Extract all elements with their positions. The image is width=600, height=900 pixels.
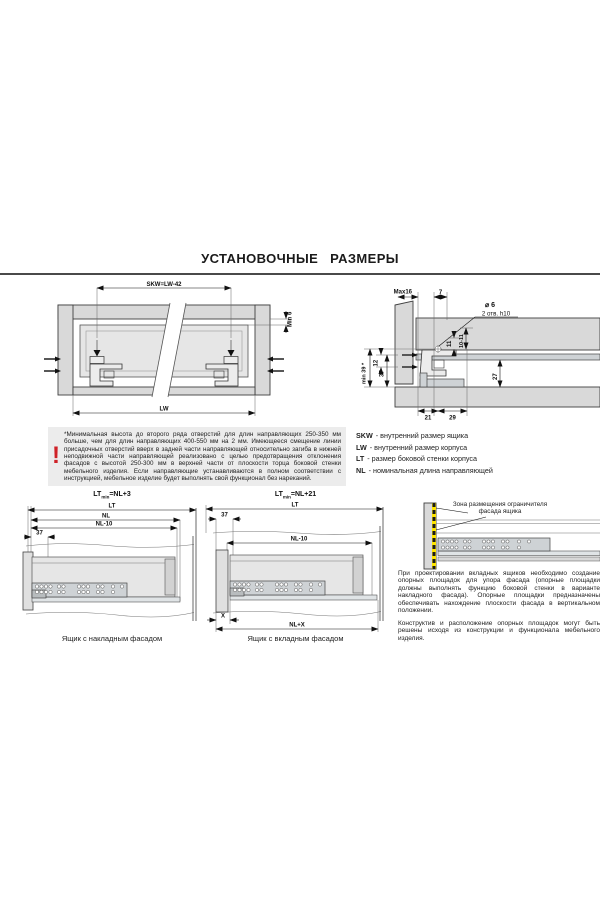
svg-text:NL+X: NL+X <box>289 622 305 629</box>
svg-text:37: 37 <box>379 370 386 377</box>
drawer-and-slide <box>216 550 377 612</box>
svg-text:X: X <box>220 613 226 620</box>
drawer-side-lines <box>436 520 600 533</box>
inset-caption: Ящик с вкладным фасадом <box>247 634 344 643</box>
inset-drawer-diagram <box>203 500 388 638</box>
svg-text:12: 12 <box>373 359 380 367</box>
svg-text:LT: LT <box>108 503 116 510</box>
dim-27 <box>490 360 506 387</box>
svg-text:37: 37 <box>36 530 43 537</box>
overlay-drawer-diagram <box>22 500 202 638</box>
page-title: УСТАНОВОЧНЫЕ РАЗМЕРЫ <box>201 251 399 266</box>
legend-item-skw: SKW - внутренний размер ящика <box>356 431 469 440</box>
limiter-paragraph-2: Конструктив и расположение опорных площадок могут быть решены исходя из конструкции и функционала мебельного изделия. <box>398 620 600 642</box>
slide-rail <box>438 538 600 561</box>
limiter-paragraph-1: При проектировании вкладных ящиков необходимо создание опорных площадок для упора фасада (опорные площадки должны выполнять функцию боковой стенки в варианте накладного фасада). Опорные площадки предназначены обеспечивать нахождение плоскости фасада в вертикальном положении. <box>398 570 600 615</box>
svg-text:NL-10: NL-10 <box>95 521 113 528</box>
limiter-callout: Зона размещения ограничителя фасада ящика <box>452 501 548 516</box>
svg-text:min 39 *: min 39 * <box>361 362 368 384</box>
dim-12 <box>374 348 399 374</box>
dim-x-nlx <box>207 600 378 632</box>
title-divider <box>0 273 600 275</box>
svg-text:29: 29 <box>449 415 456 422</box>
svg-text:2 отв. h10: 2 отв. h10 <box>481 310 511 318</box>
svg-text:21: 21 <box>424 415 432 422</box>
overlay-caption: Ящик с накладным фасадом <box>61 634 163 643</box>
legend-item-lw: LW - внутренний размер корпуса <box>356 442 468 452</box>
svg-text:37: 37 <box>221 512 228 519</box>
svg-text:Min 6: Min 6 <box>287 311 294 327</box>
svg-text:LW: LW <box>159 406 169 413</box>
inset-formula: $LT_{min}=NL+21$ <box>274 491 317 500</box>
dim-min39 <box>362 349 396 387</box>
svg-text:LT: LT <box>291 502 299 509</box>
svg-text:7: 7 <box>438 290 443 296</box>
dim-max16 <box>394 290 418 298</box>
svg-text:10-11: 10-11 <box>459 334 465 348</box>
front-section-diagram <box>20 280 340 430</box>
drawer-and-slide <box>23 552 180 610</box>
dim-lw <box>73 395 255 416</box>
legend-item-lt: LT - размер боковой стенки корпуса <box>356 454 478 464</box>
svg-text:11: 11 <box>447 340 453 347</box>
dim-7 <box>434 290 447 297</box>
svg-text:Max16: Max16 <box>393 289 412 296</box>
warning-exclamation-icon: ! <box>52 442 60 469</box>
warning-text: *Минимальная высота до второго ряда отверстий для длин направляющих 250-350 мм больше, чем для длин направляющих 400-550 мм на 2 мм. Имеющееся смещение линии присадочных отверстий вверх в задней части направляющей относительно загиба в нижней неподвижной части направляющей реализовано с целью предотвращения отклонения фасадов с высотой 250-300 мм в верхней части от плоскости торца боковой стенки мебельного изделия. Если направляющие устанавливаются в полном соответствии с инструкцией, мебельное изделие будет выполнять свой функционал без нареканий. <box>64 431 341 483</box>
svg-text:NL-10: NL-10 <box>290 536 308 543</box>
overlay-formula: $LT_{min}=NL+3$ <box>93 491 131 500</box>
svg-text:⌀ 6: ⌀ 6 <box>484 302 496 309</box>
svg-text:NL: NL <box>102 513 110 520</box>
warning-note <box>48 427 346 486</box>
dim-37 <box>380 355 388 387</box>
dim-21-29 <box>418 411 467 422</box>
legend <box>356 430 493 476</box>
side-section-diagram <box>350 280 600 430</box>
legend-item-nl: NL - номинальная длина направляющей <box>356 465 493 475</box>
facade-with-limiter-zone <box>424 503 436 569</box>
svg-text:SKW=LW-42: SKW=LW-42 <box>146 282 182 288</box>
svg-text:27: 27 <box>493 373 499 380</box>
